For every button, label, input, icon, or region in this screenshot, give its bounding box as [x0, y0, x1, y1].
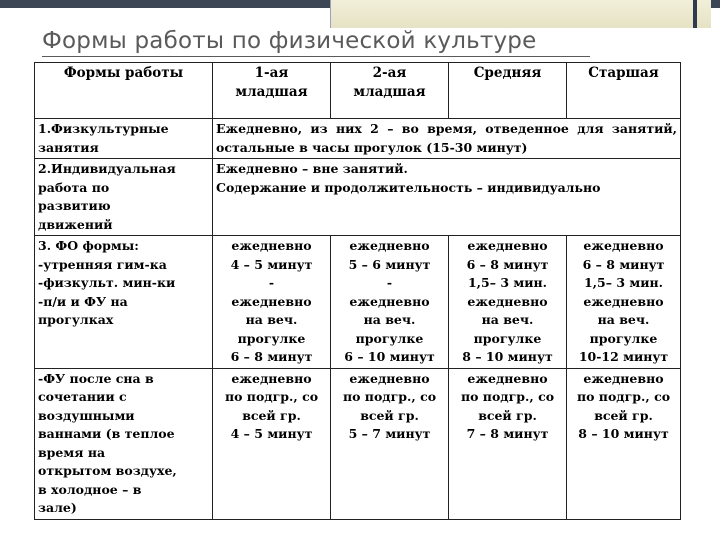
- table-header-row: [35, 63, 681, 119]
- row-label-individual-work: 2.Индивидуальная работа по развитию движений: [35, 159, 213, 236]
- cell-nap-junior-2: ежедневно по подгр., со всей гр. 5 – 7 минут: [331, 368, 449, 519]
- table-row: [35, 368, 681, 519]
- header-junior-2: 2-ая младшая: [331, 63, 449, 119]
- row-text-pe-classes: Ежедневно, из них 2 – во время, отведенное для занятий, остальные в часы прогулок (15-30 минут): [213, 119, 681, 159]
- title-underline: [42, 56, 590, 57]
- cell-nap-middle: ежедневно по подгр., со всей гр. 7 – 8 минут: [449, 368, 567, 519]
- row-label-health-forms: 3. ФО формы: -утренняя гим-ка -физкульт. мин-ки -п/и и ФУ на прогулках: [35, 236, 213, 369]
- header-senior: Старшая: [567, 63, 681, 119]
- table-row: [35, 159, 681, 236]
- row-label-pe-classes: 1.Физкультурные занятия: [35, 119, 213, 159]
- table-row: [35, 119, 681, 159]
- cell-health-junior-1: ежедневно 4 – 5 минут - ежедневно на веч. прогулке 6 – 8 минут: [213, 236, 331, 369]
- slide-title: Формы работы по физической культуре: [42, 28, 537, 54]
- cell-health-middle: ежедневно 6 – 8 минут 1,5– 3 мин. ежедневно на веч. прогулке 8 – 10 минут: [449, 236, 567, 369]
- header-forms: Формы работы: [35, 63, 213, 119]
- cell-health-senior: ежедневно 6 – 8 минут 1,5– 3 мин. ежедневно на веч. прогулке 10-12 минут: [567, 236, 681, 369]
- work-forms-table: [34, 62, 681, 520]
- header-junior-1: 1-ая младшая: [213, 63, 331, 119]
- cell-nap-senior: ежедневно по подгр., со всей гр. 8 – 10 минут: [567, 368, 681, 519]
- header-middle: Средняя: [449, 63, 567, 119]
- top-accent-panel: [330, 0, 711, 28]
- cell-health-junior-2: ежедневно 5 – 6 минут - ежедневно на веч. прогулке 6 – 10 минут: [331, 236, 449, 369]
- cell-nap-junior-1: ежедневно по подгр., со всей гр. 4 – 5 минут: [213, 368, 331, 519]
- table-row: [35, 236, 681, 369]
- row-text-individual-work: Ежедневно – вне занятий. Содержание и продолжительность – индивидуально: [213, 159, 681, 236]
- top-accent-rule: [693, 0, 697, 28]
- row-label-after-nap: -ФУ после сна в сочетании с воздушными ваннами (в теплое время на открытом воздухе, в холодное – в зале): [35, 368, 213, 519]
